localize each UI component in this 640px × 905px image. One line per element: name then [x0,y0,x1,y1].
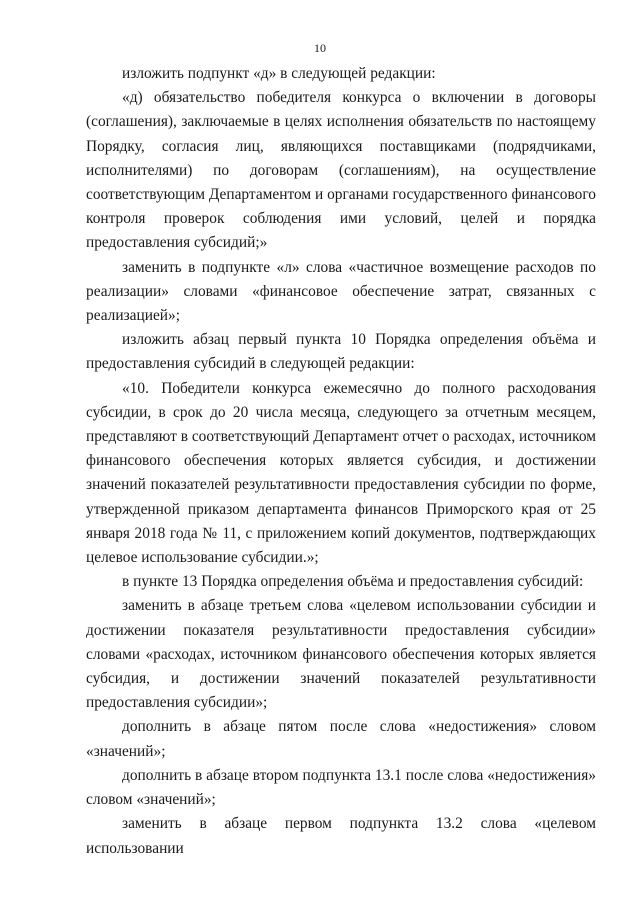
paragraph: заменить в подпункте «л» слова «частичное возмещение расходов по реализации» словами «финансовое обеспечение затрат, связанных с реализацией»; [86,258,596,325]
paragraph: изложить подпункт «д» в следующей редакции: [122,65,436,82]
paragraph: заменить в абзаце третьем слова «целевом использовании субсидии и достижении показателя результативности предоставления субсидии» словами «расходах, источником финансового обеспечения которых является субсидия, и достижении значений показателей результативности предоставления субсидии»; [86,597,596,712]
paragraph: в пункте 13 Порядка определения объёма и предоставления субсидий: [122,573,584,591]
paragraph: «д) обязательство победителя конкурса о включении в договоры (соглашения), заключаемые в целях исполнения обязательств по настоящему Порядку, согласия лиц, являющихся поставщиками (подрядчиками, исполнителями) по договорам (соглашениям), на осуществление соответствующим Департаментом и органами государственного финансового контроля проверок соблюдения ими условий, целей и порядка предоставления субсидий;» [86,89,596,252]
page-number: 10 [314,41,326,55]
paragraph: дополнить в абзаце пятом после слова «недостижения» словом «значений»; [86,718,596,760]
paragraph: «10. Победители конкурса ежемесячно до полного расходования субсидии, в срок до 20 числа месяца, следующего за отчетным месяцем, представляют в соответствующий Департамент отчет о расходах, источником финансового обеспечения которых является субсидия, и достижении значений показателей результативности предоставления субсидии по форме, утвержденной приказом департамента финансов Приморского края от 25 января 2018 года № 11, с приложением копий документов, подтверждающих целевое использование субсидии.»; [86,379,596,567]
paragraph: изложить абзац первый пункта 10 Порядка определения объёма и предоставления субсидий в следующей редакции: [86,331,596,373]
paragraph: дополнить в абзаце втором подпункта 13.1 после слова «недостижения» словом «значений»; [86,766,596,809]
paragraph: заменить в абзаце первом подпункта 13.2 слова «целевом использовании [86,815,596,857]
document-body [86,62,596,861]
